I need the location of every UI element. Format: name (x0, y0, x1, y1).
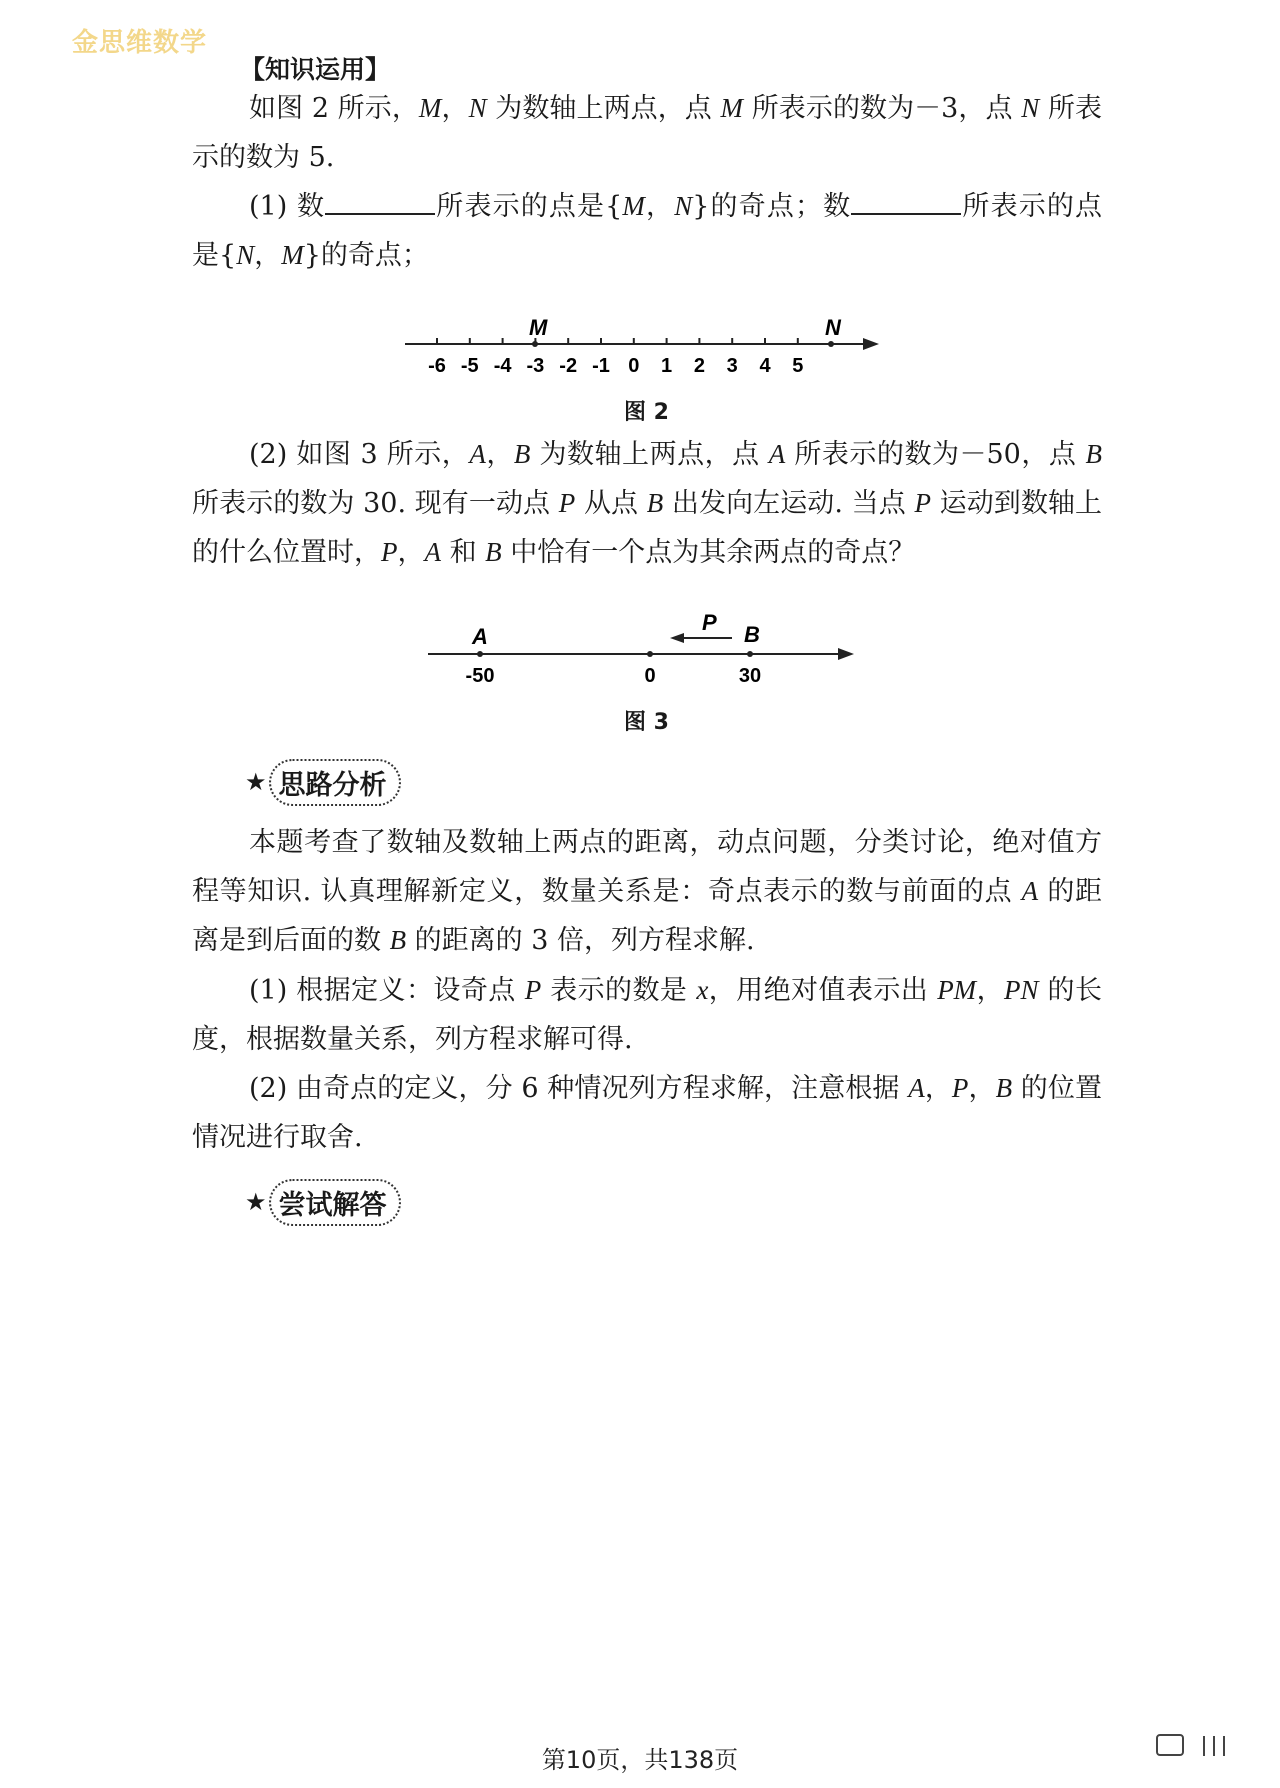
analysis-paragraph-3: (2) 由奇点的定义，分 6 种情况列方程求解，注意根据 A，P，B 的位置情况进行取舍. (192, 1073, 1103, 1153)
page-nav (1154, 1732, 1232, 1760)
figure-2-number-line (395, 300, 885, 384)
tick-label: 2 (693, 355, 705, 377)
tick-label: 5 (792, 355, 804, 377)
answer-blank-2[interactable] (851, 191, 961, 215)
analysis-badge-label: 思路分析 (269, 759, 401, 806)
star-icon: ★ (245, 1188, 267, 1216)
tick-label: -6 (428, 355, 446, 377)
point-a (477, 651, 483, 657)
point-n-label: N (825, 315, 841, 340)
axis-arrow-icon (863, 338, 879, 350)
figure-2-caption: 图 2 (624, 400, 669, 425)
question-2: (2) 如图 3 所示，A，B 为数轴上两点，点 A 所表示的数为－50，点 B 所表示的数为 30. 现有一动点 P 从点 B 出发向左运动. 当点 P 运动到数轴上的什么位置时，P，A 和 B 中恰有一个点为其余两点的奇点？ (192, 439, 1103, 568)
star-icon: ★ (245, 768, 267, 796)
watermark: 金思维数学 (72, 28, 208, 58)
point-b-label: B (744, 622, 760, 647)
tick-label-30: 30 (738, 665, 762, 687)
tick-label: 4 (759, 355, 771, 377)
analysis-badge (245, 760, 401, 804)
tick-label: -2 (559, 355, 578, 377)
figure-3-caption: 图 3 (624, 710, 669, 735)
analysis-paragraph-2: (1) 根据定义：设奇点 P 表示的数是 x，用绝对值表示出 PM，PN 的长度，根据数量关系，列方程求解可得. (192, 975, 1102, 1055)
tick-label: -4 (493, 355, 512, 377)
answer-blank-1[interactable] (325, 191, 435, 215)
point-b (747, 651, 753, 657)
single-page-view-icon[interactable] (1154, 1732, 1188, 1760)
figure-3-number-line (420, 610, 860, 694)
tick-label: 0 (628, 355, 640, 377)
tick-label-minus-50: -50 (465, 665, 495, 687)
analysis-paragraph-1: 本题考查了数轴及数轴上两点的距离，动点问题，分类讨论，绝对值方程等知识. 认真理解新定义，数量关系是：奇点表示的数与前面的点 A 的距离是到后面的数 B 的距离的 3 倍，列方程求解. (192, 827, 1102, 956)
question-1: (1) 数 所表示的点是{M，N}的奇点；数 所表示的点是{N，M}的奇点； (192, 191, 1103, 271)
continuous-view-icon[interactable] (1198, 1732, 1232, 1760)
motion-arrow-icon (670, 633, 684, 643)
tick-label: 3 (726, 355, 738, 377)
tick-label: 1 (661, 355, 673, 377)
tick-label: -1 (592, 355, 610, 377)
point-a-label: A (472, 624, 488, 649)
intro-paragraph: 如图 2 所示，M，N 为数轴上两点，点 M 所表示的数为－3，点 N 所表示的数为 5. (192, 93, 1103, 173)
tick-label-0: 0 (644, 665, 656, 687)
tick-label: -3 (526, 355, 545, 377)
section-title: 【知识运用】 (240, 55, 391, 84)
point-m-label: M (529, 315, 548, 340)
axis-arrow-icon (838, 648, 854, 660)
answer-badge (245, 1180, 401, 1224)
tick-label: -5 (460, 355, 479, 377)
point-p-label: P (702, 610, 717, 635)
point-origin (647, 651, 653, 657)
page-indicator: 第10页，共138页 (541, 1746, 739, 1774)
answer-badge-label: 尝试解答 (269, 1179, 401, 1226)
